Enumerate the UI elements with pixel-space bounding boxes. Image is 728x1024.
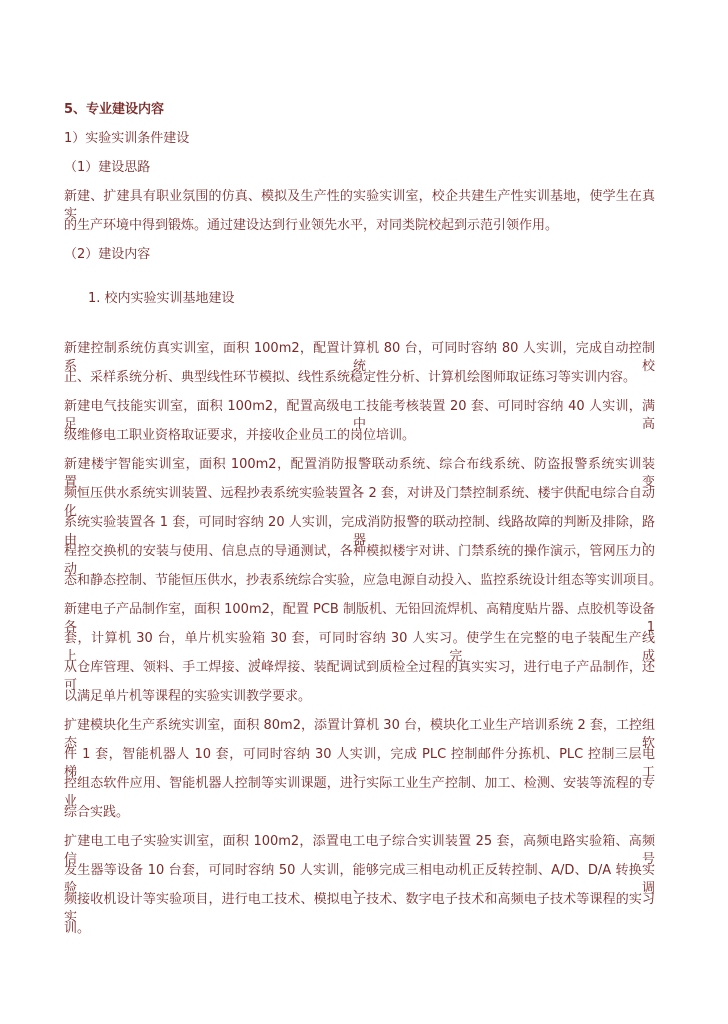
paragraph-line: 控组态软件应用、智能机器人控制等实训课题，进行实际工业生产控制、加工、检测、安装等流程的专业 [64, 776, 655, 809]
sub-heading-approach: （1）建设思路 [64, 160, 151, 175]
paragraph-line: 训。 [64, 921, 91, 936]
paragraph-line: 频接收机设计等实验项目，进行电工技术、模拟电子技术、数字电子技术和高频电子技术等课程的实习实 [64, 892, 655, 925]
paragraph-line: 以满足单片机等课程的实验实训教学要求。 [64, 689, 312, 704]
numbered-item-heading: 1. 校内实验实训基地建设 [88, 291, 235, 306]
paragraph-line: 级维修电工职业资格取证要求，并接收企业员工的岗位培训。 [64, 428, 416, 443]
section-title: 5、专业建设内容 [64, 102, 165, 117]
paragraph-line: 程控交换机的安装与使用、信息点的导通测试，各种模拟楼宇对讲、门禁系统的操作演示，管网压力的动 [64, 544, 655, 577]
paragraph-line: 套，计算机 30 台，单片机实验箱 30 套，可同时容纳 30 人实习。使学生在完整的电子装配生产线上，完成 [64, 631, 655, 664]
paragraph-line: 系统实验装置各 1 套，可同时容纳 20 人实训，完成消防报警的联动控制、线路故障的判断及排除，路由器、 [64, 515, 655, 548]
paragraph-line: 正、采样系统分析、典型线性环节模拟、线性系统稳定性分析、计算机绘图师取证练习等实训内容。 [64, 370, 637, 385]
paragraph-line: 从仓库管理、领料、手工焊接、波峰焊接、装配调试到质检全过程的真实实习，进行电子产品制作，还可 [64, 660, 655, 693]
paragraph-line: 新建控制系统仿真实训室，面积 100m2，配置计算机 80 台，可同时容纳 80 人实训，完成自动控制系统校 [64, 341, 655, 374]
paragraph-line: 态和静态控制、节能恒压供水，抄表系统综合实验，应急电源自动投入、监控系统设计组态等实训项目。 [64, 573, 663, 588]
paragraph-line: 的生产环境中得到锻炼。通过建设达到行业领先水平，对同类院校起到示范引领作用。 [64, 218, 559, 233]
paragraph-line: 新建电气技能实训室，面积 100m2，配置高级电工技能考核装置 20 套、可同时容纳 40 人实训，满足中高 [64, 399, 655, 432]
paragraph-line: 新建楼宇智能实训室，面积 100m2，配置消防报警联动系统、综合布线系统、防盗报警系统实训装置、变 [64, 457, 655, 490]
paragraph-line: 频恒压供水系统实训装置、远程抄表系统实验装置各 2 套，对讲及门禁控制系统、楼宇供配电综合自动化 [64, 486, 655, 519]
paragraph-line: 发生器等设备 10 台套，可同时容纳 50 人实训，能够完成三相电动机正反转控制、A/D、D/A 转换实验、调 [64, 863, 655, 896]
sub-heading-conditions: 1）实验实训条件建设 [64, 131, 190, 146]
sub-heading-content: （2）建设内容 [64, 247, 151, 262]
paragraph-line: 新建电子产品制作室，面积 100m2，配置 PCB 制版机、无铅回流焊机、高精度贴片器、点胶机等设备各 1 [64, 602, 655, 635]
paragraph-line: 新建、扩建具有职业氛围的仿真、模拟及生产性的实验实训室，校企共建生产性实训基地，使学生在真实 [64, 189, 655, 222]
paragraph-line: 扩建电工电子实验实训室，面积 100m2，添置电工电子综合实训装置 25 套，高频电路实验箱、高频信号 [64, 834, 655, 867]
paragraph-line: 扩建模块化生产系统实训室，面积 80m2，添置计算机 30 台，模块化工业生产培训系统 2 套，工控组态软 [64, 718, 655, 751]
paragraph-line: 件 1 套，智能机器人 10 套，可同时容纳 30 人实训，完成 PLC 控制邮件分拣机、PLC 控制三层电梯、工 [64, 747, 655, 780]
paragraph-line: 综合实践。 [64, 805, 130, 820]
